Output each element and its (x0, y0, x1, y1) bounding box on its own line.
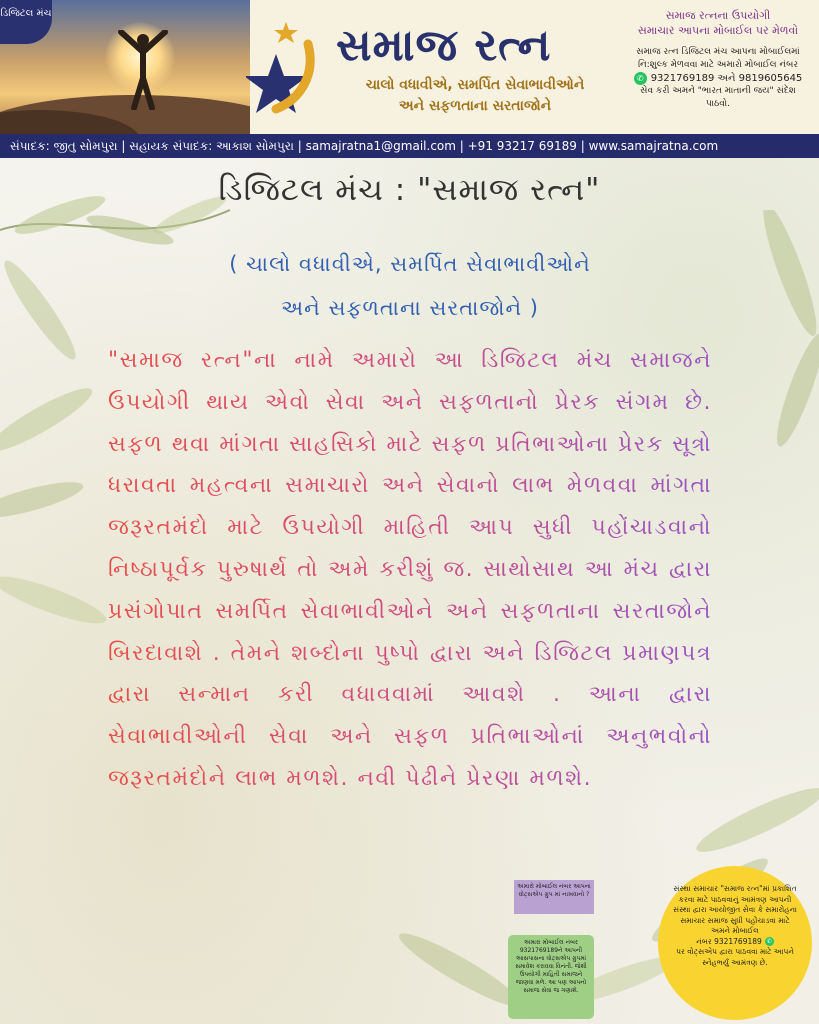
leaf-decoration-right (700, 210, 819, 490)
info-title2: સમાચાર આપના મોબાઈલ પર મેળવો (637, 24, 799, 37)
invitation-tail: પર વોટ્સએપ દ્વારા પાઠવવા માટે આપને સ્નેહભર્યું આમંત્રણ છે. (676, 947, 794, 967)
tagline-line1: ચાલો વધાવીએ, સમર્પિત સેવાભાવીઓને (365, 77, 585, 93)
subtitle-line1: ( ચાલો વધાવીએ, સમર્પિત સેવાભાવીઓને (229, 252, 591, 276)
info-body4: પાઠવો. (705, 99, 730, 109)
whatsapp-group-note: અમારો મોબાઈલ નંબર આપના વોટ્સએપ ગ્રુપ માં નાખવાનો ? (514, 880, 594, 914)
invitation-text: સંસ્થા સમાચાર "સમાજ રત્ન"માં પ્રકાશિત કરવા માટે પાઠવવાનું આમંત્રણ આપની સંસ્થા દ્વારા આયોજીત સેવા કે સમારોહના સમાચાર સમાજ સુધી પહોંચાડવા માટે અમને મોબાઈલ (673, 884, 797, 935)
page-subtitle (150, 242, 670, 330)
info-phone: 9321769189 અને 9819605645 (650, 73, 803, 84)
info-body2: નિ:શુલ્ક મેળવવા માટે અમારો મોબાઈલ નંબર (638, 60, 798, 70)
mobile-number-note: અમારા મોબાઈલ નંબર 9321769189ને આપની આસપાસના વોટ્સએપ ગ્રુપમાં સમાવેશ કરાવવા વિનંતી. જેથી ઉપયોગી માહિતી સમાજને જાણવા મળે. આ પણ આપનો સમાજ સેવા જ ગણાશે. (508, 935, 594, 1019)
info-body (622, 46, 814, 111)
subscribe-info (622, 8, 814, 111)
info-body3: સેવ કરી અમને "ભારત માતાની જય" સંદેશ (640, 86, 796, 96)
star-logo-icon (246, 14, 336, 119)
whatsapp-icon: ✆ (766, 938, 772, 946)
whatsapp-icon: ✆ (634, 72, 647, 85)
header-banner (0, 0, 819, 134)
body-paragraph: "સમાજ રત્ન"ના નામે અમારો આ ડિજિટલ મંચ સમાજને ઉપયોગી થાય એવો સેવા અને સફળતાનો પ્રેરક સંગમ છે. સફળ થવા માંગતા સાહસિકો માટે સફળ પ્રતિભાઓના પ્રેરક સૂત્રો ધરાવતા મહત્વના સમાચારો અને સેવાનો લાભ મેળવવા માંગતા જરૂરતમંદો માટે ઉપયોગી માહિતી આપ સુધી પહોંચાડવાનો નિષ્ઠાપૂર્વક પુરુષાર્થ તો અમે કરીશું જ. સાથોસાથ આ મંચ દ્વારા પ્રસંગોપાત સમર્પિત સેવાભાવીઓને અને સફળતાના સરતાજોને બિરદાવાશે . તેમને શબ્દોના પુષ્પો દ્વારા અને ડિજિટલ પ્રમાણપત્ર દ્વારા સન્માન કરી વધાવવામાં આવશે . આના દ્વારા સેવાભાવીઓની સેવા અને સફળ પ્રતિભાઓનાં અનુભવોનો જરૂરતમંદોને લાભ મળશે. નવી પેઢીને પ્રેરણા મળશે. (108, 340, 712, 800)
tagline-line2: અને સફળતાના સરતાજોને (398, 98, 552, 114)
page-title: ડિજિટલ મંચ : "સમાજ રત્ન" (218, 172, 601, 208)
info-phone-row (622, 72, 814, 85)
info-title1: સમાજ રત્નના ઉપયોગી (665, 9, 771, 22)
person-silhouette-icon (118, 30, 168, 110)
news-invitation-circle (658, 866, 812, 1020)
credits-bar: સંપાદક: જીતુ સોમપુરા | સહાયક સંપાદક: આકાશ સોમપુરા | samajratna1@gmail.com | +91 93217 69189 | www.samajratna.com (0, 134, 819, 158)
subtitle-line2: અને સફળતાના સરતાજોને ) (281, 296, 539, 320)
invitation-phone-row (672, 937, 798, 948)
corner-badge: ડિજિટલ મંચ (0, 0, 52, 44)
brand-title: સમાજ રત્ન (336, 20, 552, 71)
invitation-phone: નંબર 9321769189 (696, 936, 762, 946)
info-body1: સમાજ રત્ન ડિજિટલ મંચ આપના મોબાઈલમાં (636, 47, 800, 57)
brand-tagline (330, 75, 620, 117)
